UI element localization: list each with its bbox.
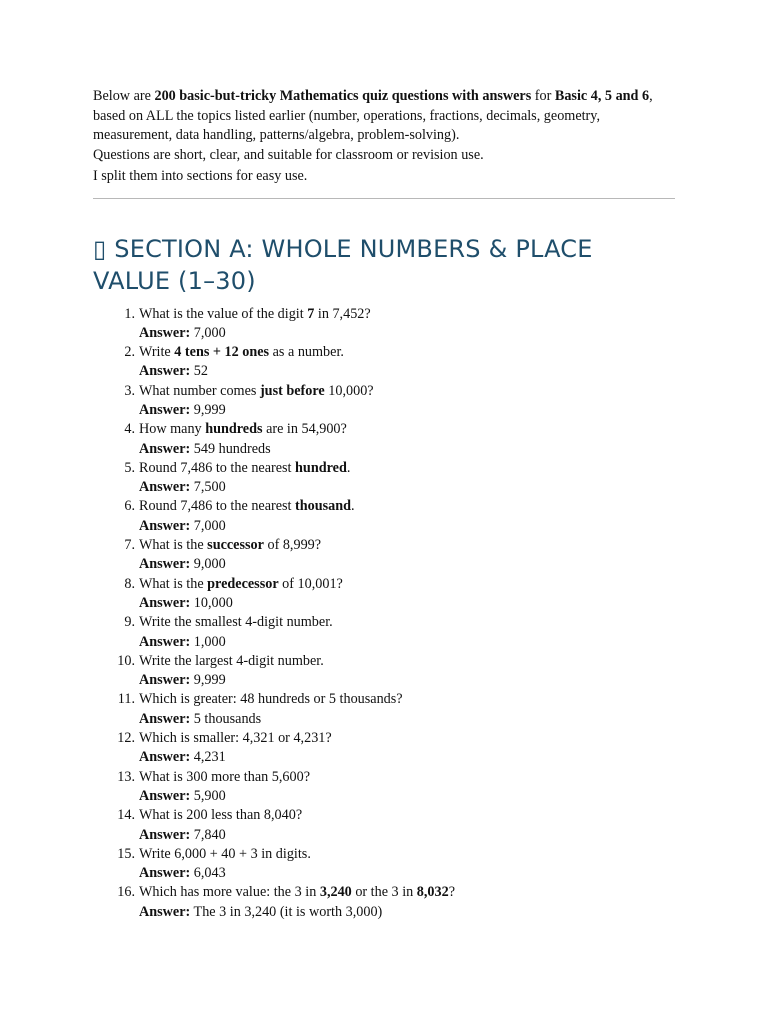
intro-emphasis: Basic 4, 5 and 6 [554, 88, 650, 104]
question-number: 13. [117, 768, 135, 785]
answer-label: Answer: [139, 440, 191, 457]
question-number: 10. [117, 652, 135, 669]
question-item [93, 806, 675, 845]
question-number: 9. [124, 614, 135, 631]
question-emphasis: 4 tens + 12 ones [174, 344, 270, 361]
question-emphasis: hundreds [205, 421, 263, 438]
intro-text: for [531, 88, 555, 104]
question-text-part: as a number. [269, 344, 344, 361]
question-text-part: Write 6,000 + 40 + 3 in digits. [139, 845, 311, 862]
answer-line [139, 787, 675, 806]
question-emphasis: 8,032 [416, 884, 449, 901]
answer-value: 7,500 [193, 479, 226, 496]
question-text-part: 10,000? [324, 382, 374, 399]
question-text [139, 497, 675, 516]
answer-line [139, 671, 675, 690]
question-item [93, 768, 675, 807]
question-list [93, 305, 675, 923]
answer-line [139, 710, 675, 729]
question-emphasis: 3,240 [319, 884, 352, 901]
question-item [93, 459, 675, 498]
question-number: 2. [124, 344, 135, 361]
question-item [93, 305, 675, 344]
question-text-part: Round 7,486 to the nearest [139, 459, 296, 476]
answer-label: Answer: [139, 556, 191, 573]
question-number: 15. [117, 845, 135, 862]
question-number: 16. [117, 884, 135, 901]
question-text [139, 382, 675, 401]
question-text [139, 690, 675, 709]
question-item [93, 652, 675, 691]
answer-label: Answer: [139, 363, 191, 380]
answer-label: Answer: [139, 479, 191, 496]
answer-value: 4,231 [193, 749, 226, 766]
question-text [139, 459, 675, 478]
answer-line [139, 826, 675, 845]
answer-value: 5 thousands [193, 710, 262, 727]
question-number: 8. [124, 575, 135, 592]
question-text-part: Which is smaller: 4,321 or 4,231? [139, 730, 332, 747]
question-text-part: of 8,999? [263, 537, 322, 554]
intro-line-2: Questions are short, clear, and suitable for classroom or revision use. [93, 146, 484, 163]
question-text-part: in 7,452? [314, 305, 371, 322]
answer-value: 7,840 [193, 826, 226, 843]
answer-label: Answer: [139, 903, 191, 920]
question-text [139, 845, 675, 864]
question-number: 6. [124, 498, 135, 515]
section-title: SECTION A: WHOLE NUMBERS & PLACE VALUE (1–30) [93, 234, 593, 295]
question-number: 3. [124, 382, 135, 399]
question-text-part: . [351, 498, 355, 515]
answer-label: Answer: [139, 749, 191, 766]
answer-label: Answer: [139, 787, 191, 804]
answer-line [139, 555, 675, 574]
question-text-part: What number comes [139, 382, 260, 399]
question-text [139, 883, 675, 902]
question-text [139, 613, 675, 632]
horizontal-divider [93, 198, 675, 199]
question-item [93, 382, 675, 421]
question-number: 7. [124, 537, 135, 554]
answer-value: 1,000 [193, 633, 226, 650]
question-number: 1. [124, 305, 135, 322]
question-text-part: How many [139, 421, 206, 438]
question-emphasis: 7 [307, 305, 315, 322]
answer-label: Answer: [139, 710, 191, 727]
question-text-part: ? [448, 884, 456, 901]
intro-text: Below are [93, 88, 155, 104]
question-emphasis: hundred [295, 459, 347, 476]
question-text [139, 806, 675, 825]
question-text-part: Write the smallest 4-digit number. [139, 614, 333, 631]
answer-value: 9,000 [193, 556, 226, 573]
question-item [93, 497, 675, 536]
question-item [93, 883, 675, 922]
answer-line [139, 517, 675, 536]
question-text-part: Which is greater: 48 hundreds or 5 thousands? [139, 691, 403, 708]
question-number: 14. [117, 807, 135, 824]
question-number: 11. [117, 691, 135, 708]
answer-line [139, 903, 675, 922]
answer-value: The 3 in 3,240 (it is worth 3,000) [193, 903, 383, 920]
answer-value: 7,000 [193, 324, 226, 341]
answer-line [139, 362, 675, 381]
question-item [93, 845, 675, 884]
answer-value: 7,000 [193, 517, 226, 534]
answer-value: 9,999 [193, 672, 226, 689]
question-number: 5. [124, 459, 135, 476]
question-emphasis: successor [207, 537, 264, 554]
question-item [93, 613, 675, 652]
missing-glyph-icon: ▯ [93, 234, 107, 263]
question-text-part: or the 3 in [351, 884, 417, 901]
question-text-part: What is the [139, 575, 208, 592]
answer-line [139, 324, 675, 343]
intro-paragraph [93, 87, 675, 146]
question-text-part: Round 7,486 to the nearest [139, 498, 296, 515]
answer-line [139, 478, 675, 497]
answer-value: 549 hundreds [193, 440, 271, 457]
question-emphasis: predecessor [207, 575, 279, 592]
answer-label: Answer: [139, 633, 191, 650]
answer-line [139, 440, 675, 459]
intro-text: , based on ALL the topics listed earlier (number, operations, fractions, decimals, geometry, measurement, data handling, patterns/algebra, problem-solving). [93, 88, 653, 143]
answer-label: Answer: [139, 517, 191, 534]
question-emphasis: just before [259, 382, 325, 399]
answer-line [139, 401, 675, 420]
question-text [139, 305, 675, 324]
question-text [139, 536, 675, 555]
question-item [93, 420, 675, 459]
answer-label: Answer: [139, 401, 191, 418]
answer-line [139, 594, 675, 613]
answer-label: Answer: [139, 865, 191, 882]
question-text-part: . [346, 459, 351, 476]
question-number: 4. [124, 421, 135, 438]
answer-label: Answer: [139, 672, 191, 689]
question-text [139, 420, 675, 439]
question-text-part: What is the [139, 537, 208, 554]
intro-emphasis: 200 basic-but-tricky Mathematics quiz questions with answers [154, 88, 532, 104]
question-text [139, 652, 675, 671]
intro-block [93, 87, 675, 187]
question-item [93, 575, 675, 614]
question-number: 12. [117, 730, 135, 747]
question-text [139, 343, 675, 362]
question-item [93, 536, 675, 575]
question-text-part: What is 300 more than 5,600? [139, 768, 310, 785]
question-item [93, 690, 675, 729]
question-text [139, 729, 675, 748]
question-text-part: What is 200 less than 8,040? [139, 807, 303, 824]
question-item [93, 343, 675, 382]
question-text-part: are in 54,900? [262, 421, 347, 438]
answer-label: Answer: [139, 594, 191, 611]
question-text [139, 575, 675, 594]
section-heading [93, 233, 675, 297]
question-text-part: Write [139, 344, 175, 361]
answer-value: 6,043 [193, 865, 226, 882]
question-text-part: of 10,001? [278, 575, 343, 592]
answer-value: 5,900 [193, 787, 226, 804]
answer-line [139, 748, 675, 767]
intro-line-3: I split them into sections for easy use. [93, 168, 308, 184]
answer-value: 9,999 [193, 401, 226, 418]
answer-label: Answer: [139, 324, 191, 341]
question-item [93, 729, 675, 768]
answer-line [139, 633, 675, 652]
question-text-part: Which has more value: the 3 in [139, 884, 320, 901]
question-text-part: Write the largest 4-digit number. [139, 652, 324, 669]
answer-value: 10,000 [193, 594, 233, 611]
answer-label: Answer: [139, 826, 191, 843]
question-emphasis: thousand [295, 498, 352, 515]
answer-value: 52 [193, 363, 208, 380]
question-text [139, 768, 675, 787]
question-text-part: What is the value of the digit [139, 305, 308, 322]
answer-line [139, 864, 675, 883]
